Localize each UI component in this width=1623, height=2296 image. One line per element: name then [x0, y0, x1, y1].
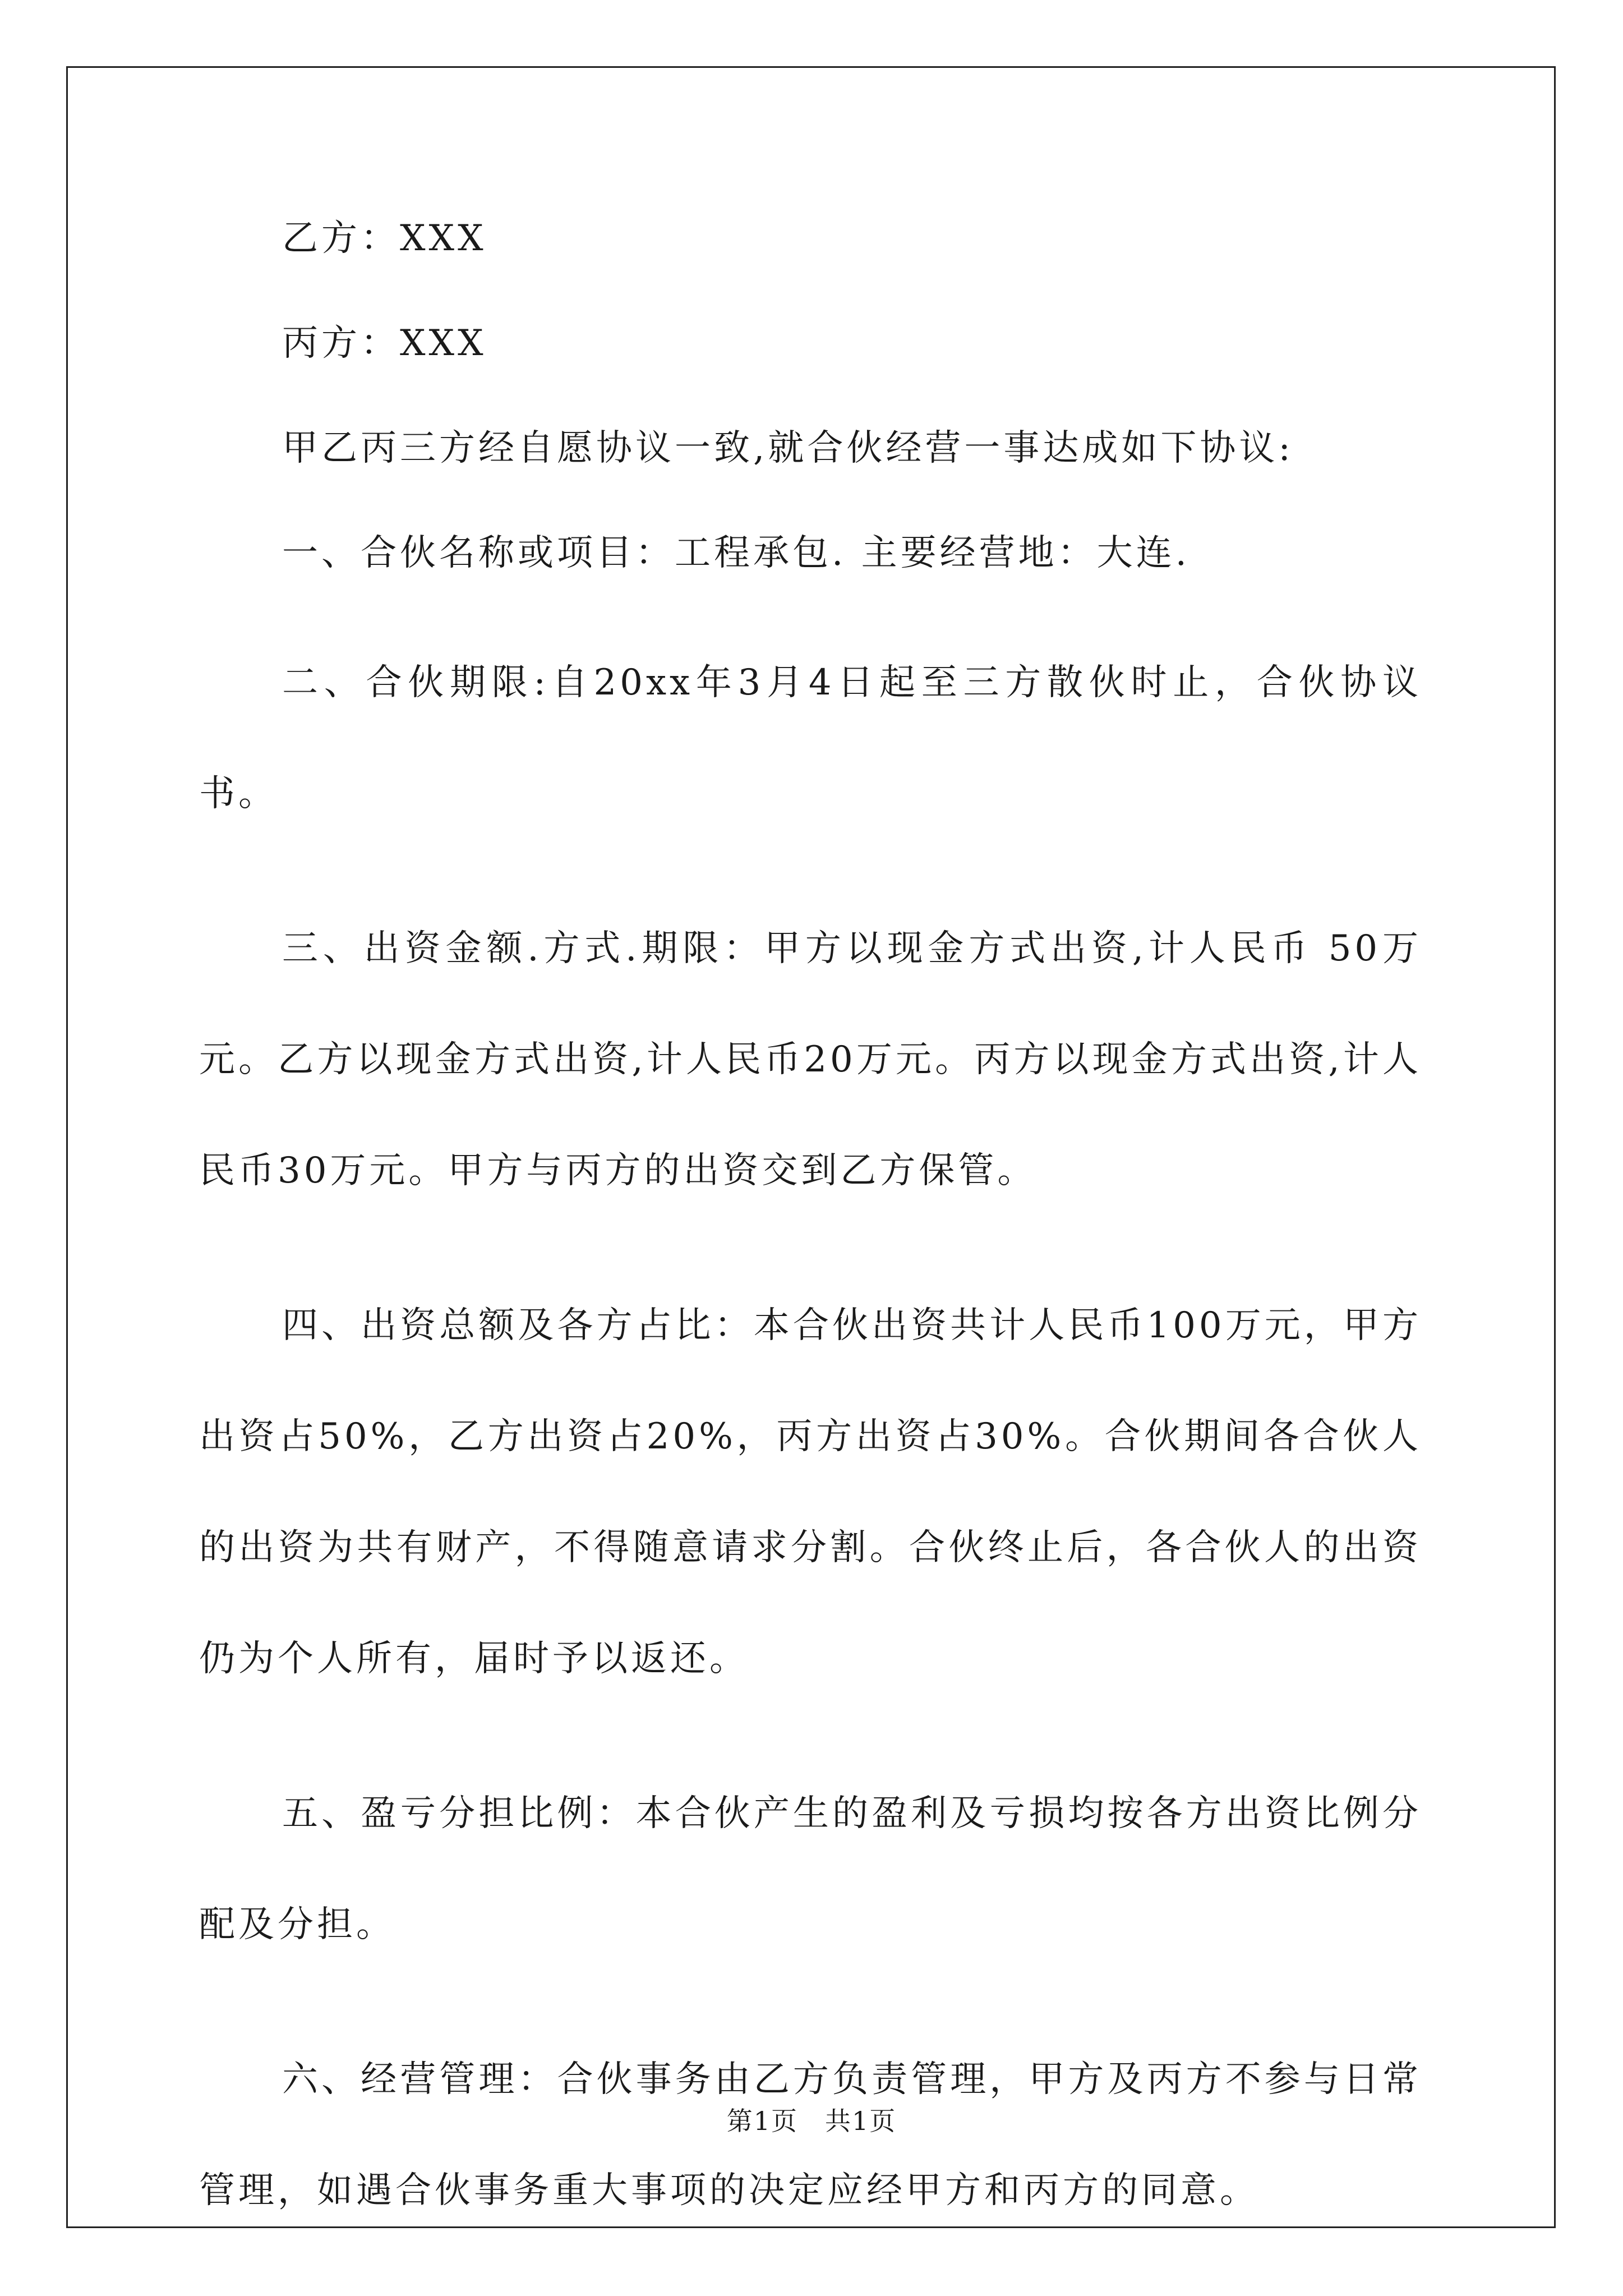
clause-5-profit-loss: 五、盈亏分担比例：本合伙产生的盈利及亏损均按各方出资比例分配及分担。 — [199, 1793, 1422, 1945]
party-c-line: 丙方：XXX — [282, 323, 487, 364]
agreement-intro: 甲乙丙三方经自愿协议一致,就合伙经营一事达成如下协议: — [282, 427, 1294, 469]
clause-2-term: 二、合伙期限:自20xx年3月4日起至三方散伙时止，合伙协议书。 — [199, 662, 1422, 815]
page-footer — [0, 2101, 1623, 2138]
clause-1-name: 一、合伙名称或项目：工程承包. 主要经营地：大连. — [282, 532, 1191, 574]
clause-6-management: 六、经营管理：合伙事务由乙方负责管理，甲方及丙方不参与日常管理，如遇合伙事务重大事项的决定应经甲方和丙方的同意。 — [199, 2059, 1422, 2211]
party-b-line: 乙方：XXX — [282, 218, 487, 259]
clause-4-total: 四、出资总额及各方占比：本合伙出资共计人民币100万元，甲方出资占50%，乙方出资占20%，丙方出资占30%。合伙期间各合伙人的出资为共有财产，不得随意请求分割。合伙终止后，各合伙人的出资仍为个人所有，届时予以返还。 — [199, 1305, 1422, 1680]
page-total: 共1页 — [825, 2106, 897, 2136]
document-body — [199, 208, 1422, 2290]
page-number: 第1页 — [726, 2106, 798, 2136]
clause-3-capital: 三、出资金额.方式.期限：甲方以现金方式出资,计人民币 50万元。乙方以现金方式出资,计人民币20万元。丙方以现金方式出资,计人民币30万元。甲方与丙方的出资交到乙方保管。 — [199, 928, 1422, 1191]
